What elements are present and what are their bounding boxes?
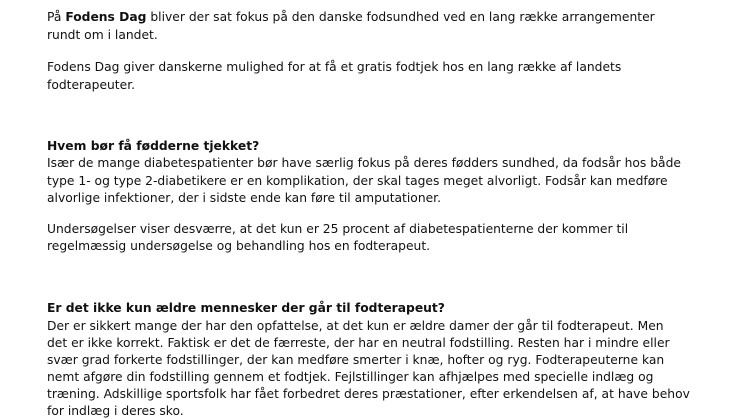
intro-paragraph-2-line-1: Fodens Dag giver danskerne mulighed for at få et gratis fodtjek hos en lang række af landets xyxy=(47,60,622,74)
section-2-heading: Er det ikke kun ældre mennesker der går til fodterapeut? xyxy=(47,301,445,315)
section-2-line-5: træning. Adskillige sportsfolk har fået forbedret deres præstationer, efter erkendelsen af, at have behov xyxy=(47,387,690,401)
section-2-line-3: svær grad forkerte fodstillinger, der kan medføre smerter i knæ, hofter og ryg. Fodterapeuterne kan xyxy=(47,353,665,367)
section-1-p1-line-1: Især de mange diabetespatienter bør have særlig fokus på deres fødders sundhed, da fodsår hos både xyxy=(47,156,681,170)
section-2-line-4: nemt afgøre din fodstilling gennem et fodtjek. Fejlstillinger kan afhjælpes med specielle indlæg og xyxy=(47,370,654,384)
section-1-p1-line-2: type 1- og type 2-diabetikere er en komplikation, der skal tages meget alvorligt. Fodsår kan medføre xyxy=(47,174,668,188)
intro-rest: bliver der sat fokus på den danske fodsundhed ved en lang række arrangementer xyxy=(146,10,655,24)
fodens-dag-brand: Fodens Dag xyxy=(65,10,147,24)
section-1-heading: Hvem bør få fødderne tjekket? xyxy=(47,139,260,153)
section-1-p2-line-2: regelmæssig undersøgelse og behandling hos en fodterapeut. xyxy=(47,239,431,253)
intro-paragraph-2-line-2: fodterapeuter. xyxy=(47,78,136,92)
intro-paragraph-1-line-2: rundt om i landet. xyxy=(47,28,158,42)
section-2-line-2: det er ikke korrekt. Faktisk er det de færreste, der har en neutral fodstilling. Resten har i mindre eller xyxy=(47,336,670,350)
section-2-line-6: for indlæg i deres sko. xyxy=(47,404,184,418)
section-1-p1-line-3: alvorlige infektioner, der i sidste ende kan føre til amputationer. xyxy=(47,191,442,205)
intro-paragraph-1-line-1 xyxy=(47,10,655,25)
intro-prefix: På xyxy=(47,10,66,24)
section-1-p2-line-1: Undersøgelser viser desværre, at det kun er 25 procent af diabetespatienterne der kommer til xyxy=(47,222,629,236)
section-2-line-1: Der er sikkert mange der har den opfattelse, at det kun er ældre damer der går til fodterapeut. Men xyxy=(47,319,664,333)
